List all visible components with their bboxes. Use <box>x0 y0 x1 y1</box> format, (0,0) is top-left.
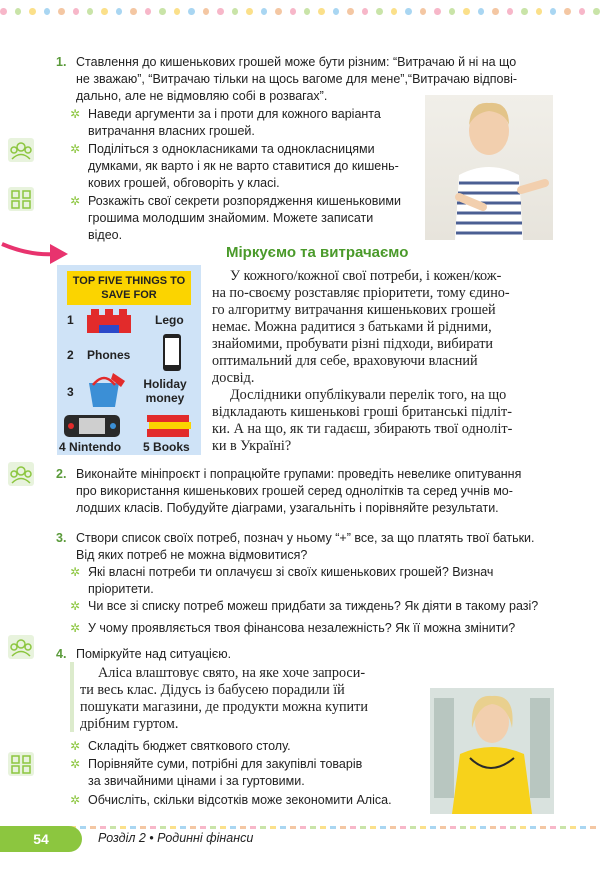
bullet-star-icon: ✲ <box>70 142 81 156</box>
text-line: відкладають кишенькові гроші британські підліт- <box>212 404 512 420</box>
border-dot <box>536 8 542 15</box>
bullet-star-icon: ✲ <box>70 194 81 208</box>
footer-dash <box>430 826 436 829</box>
situation-quote <box>80 665 422 733</box>
poster-title: TOP FIVE THINGS TO SAVE FOR <box>67 271 191 305</box>
group-icon-svg <box>8 635 34 659</box>
footer-dash <box>350 826 356 829</box>
share-icon-svg <box>8 187 34 211</box>
footer-dash <box>220 826 226 829</box>
border-dot <box>333 8 339 15</box>
section-heading: Міркуємо та витрачаємо <box>226 244 409 261</box>
footer-dash <box>250 826 256 829</box>
text-line: пріоритети. <box>88 582 154 596</box>
text-line: знайомими, пробувати різні підходи, вибирати <box>212 336 494 352</box>
poster-item-number: 5 <box>143 440 150 454</box>
border-dot <box>203 8 209 15</box>
text-line: витрачання власних грошей. <box>88 124 255 138</box>
footer-dash <box>520 826 526 829</box>
poster-item-label: Holiday money <box>143 377 187 405</box>
border-dot <box>521 8 527 15</box>
task-number: 1. <box>56 55 67 69</box>
task-text <box>76 466 556 517</box>
footer-dash <box>330 826 336 829</box>
top-five-poster <box>57 265 201 455</box>
text-line: Наведи аргументи за і проти для кожного варіанта <box>88 107 381 121</box>
books-icon <box>145 411 193 439</box>
poster-item-number: 2 <box>67 348 74 362</box>
border-dot <box>246 8 252 15</box>
text-line: ки в Україні? <box>212 438 292 454</box>
footer-dash <box>230 826 236 829</box>
text-line: дрібним гуртом. <box>80 716 179 732</box>
text-line: Від яких потреб не можна відмовитися? <box>76 548 308 562</box>
poster-item-number: 1 <box>67 313 74 327</box>
footer-dash <box>480 826 486 829</box>
text-line: Аліса влаштовує свято, на яке хоче запроси- <box>98 665 366 681</box>
border-dot <box>188 8 194 15</box>
border-dot <box>304 8 310 15</box>
border-dot <box>101 8 107 15</box>
border-dot <box>420 8 426 15</box>
footer-dash <box>260 826 266 829</box>
text-line: Які власні потреби ти оплачуєш зі своїх кишенькових грошей? Визнач <box>88 565 494 579</box>
text-line: про використання кишенькових грошей серед однолітків та серед учнів мо- <box>76 484 513 498</box>
text-line: немає. Можна радитися з батьками й рідними, <box>212 319 492 335</box>
bullet-star-icon: ✲ <box>70 757 81 771</box>
footer-dash <box>500 826 506 829</box>
border-dot <box>261 8 267 15</box>
top-dot-border <box>0 8 600 18</box>
footer-dash <box>190 826 196 829</box>
bullet-star-icon: ✲ <box>70 107 81 121</box>
footer-dash <box>370 826 376 829</box>
footer-dash <box>390 826 396 829</box>
footer-dash <box>90 826 96 829</box>
nintendo-icon <box>63 413 121 439</box>
border-dot <box>58 8 64 15</box>
task-text <box>76 530 556 564</box>
bullet-item <box>88 106 418 140</box>
poster-item-label: Phones <box>87 348 131 362</box>
text-line: Ставлення до кишенькових грошей може бути різним: “Витрачаю й ні на що <box>76 55 517 69</box>
bullet-star-icon: ✲ <box>70 739 81 753</box>
bullet-star-icon: ✲ <box>70 565 81 579</box>
share-icon <box>8 187 34 211</box>
border-dot <box>0 8 6 15</box>
footer-dash <box>450 826 456 829</box>
footer-dash <box>240 826 246 829</box>
footer-dash <box>340 826 346 829</box>
border-dot <box>44 8 50 15</box>
border-dot <box>347 8 353 15</box>
border-dot <box>478 8 484 15</box>
task-intro: Поміркуйте над ситуацією. <box>76 647 232 661</box>
text-line: Дослідники опублікували перелік того, на що <box>230 387 507 403</box>
quote-bar <box>70 662 74 732</box>
photo-girl-pointing <box>425 95 553 240</box>
border-dot <box>550 8 556 15</box>
border-dot <box>405 8 411 15</box>
photo-girl-yellow-jacket <box>430 688 554 814</box>
border-dot <box>376 8 382 15</box>
poster-item-label: Books <box>153 440 190 454</box>
border-dot <box>579 8 585 15</box>
page-number: 54 <box>0 826 82 852</box>
border-dot <box>174 8 180 15</box>
border-dot <box>217 8 223 15</box>
group-icon-svg <box>8 462 34 486</box>
share-icon-svg <box>8 752 34 776</box>
text-line: Виконайте мініпроєкт і попрацюйте групами: проведіть невелике опитування <box>76 467 522 481</box>
bullet-item: У чому проявляється твоя фінансова незалежність? Як її можна змінити? <box>88 621 516 635</box>
footer-dash <box>490 826 496 829</box>
text-line: оптимальний для себе, враховуючи власний <box>212 353 478 369</box>
footer-dash <box>100 826 106 829</box>
border-dot <box>290 8 296 15</box>
text-line: відео. <box>88 228 123 242</box>
bullet-item: Складіть бюджет святкового столу. <box>88 739 291 753</box>
footer-dash <box>270 826 276 829</box>
border-dot <box>116 8 122 15</box>
text-line: ки. А на що, як ти гадаєш, збирають твої однoліт- <box>212 421 513 437</box>
bullet-item <box>88 193 418 244</box>
border-dot <box>73 8 79 15</box>
footer-dash <box>130 826 136 829</box>
border-dot <box>449 8 455 15</box>
footer-dash <box>460 826 466 829</box>
bullet-item <box>88 141 418 192</box>
text-line: У кожного/кожної свої потреби, і кожен/кож- <box>230 268 502 284</box>
chapter-title: Розділ 2 • Родинні фінанси <box>98 831 254 845</box>
footer-dash <box>160 826 166 829</box>
text-line: пошукати магазини, де продукти можна купити <box>80 699 368 715</box>
poster-item-label: Lego <box>155 313 184 327</box>
bullet-item <box>88 564 556 598</box>
text-line: грошима молодшим знайомим. Можете записати <box>88 211 374 225</box>
border-dot <box>29 8 35 15</box>
footer-dash <box>360 826 366 829</box>
bullet-star-icon: ✲ <box>70 621 81 635</box>
footer-dash <box>80 826 86 829</box>
bullet-item: Обчисліть, скільки відсотків може зекономити Аліса. <box>88 793 392 807</box>
footer-dash <box>110 826 116 829</box>
text-line: думками, як варто і як не варто ставитися до кишень- <box>88 159 399 173</box>
bullet-star-icon: ✲ <box>70 793 81 807</box>
footer-dash <box>380 826 386 829</box>
border-dot <box>434 8 440 15</box>
text-line: Розкажіть свої секрети розпорядження кишеньковими <box>88 194 401 208</box>
poster-item-number: 4 <box>59 440 66 454</box>
footer-dash <box>140 826 146 829</box>
footer-dash <box>300 826 306 829</box>
footer-dash <box>120 826 126 829</box>
girl-yellow-illustration <box>430 688 554 814</box>
footer-dash <box>400 826 406 829</box>
text-line: ти весь клас. Дідусь із бабусею порадили їй <box>80 682 345 698</box>
footer-dash <box>290 826 296 829</box>
border-dot <box>130 8 136 15</box>
girl-illustration <box>425 95 553 240</box>
border-dot <box>159 8 165 15</box>
bullet-item <box>88 756 428 790</box>
share-icon <box>8 752 34 776</box>
footer-dash <box>510 826 516 829</box>
group-icon <box>8 138 34 162</box>
body-paragraph <box>212 268 550 455</box>
lego-icon <box>85 305 133 335</box>
footer-dash <box>550 826 556 829</box>
text-line: лодших класів. Побудуйте діаграми, узагальніть і порівняйте результати. <box>76 501 499 515</box>
bucket-icon <box>83 369 127 409</box>
border-dot <box>593 8 599 15</box>
footer-dash <box>280 826 286 829</box>
group-icon <box>8 462 34 486</box>
footer-dash <box>530 826 536 829</box>
text-line: не зважаю”, “Витрачаю тільки на щось вагоме для мене”,“Витрачаю відпові- <box>76 72 518 86</box>
footer-dash <box>560 826 566 829</box>
footer-dash <box>150 826 156 829</box>
text-line: дально, але не відмовляю собі в розвагах”. <box>76 89 328 103</box>
bullet-star-icon: ✲ <box>70 599 81 613</box>
text-line: Порівняйте суми, потрібні для закупівлі товарів <box>88 757 363 771</box>
footer-dashed-line <box>0 826 600 830</box>
footer-dash <box>440 826 446 829</box>
text-line: кових грошей, обговоріть у класі. <box>88 176 280 190</box>
footer-dash <box>210 826 216 829</box>
border-dot <box>391 8 397 15</box>
border-dot <box>145 8 151 15</box>
footer-dash <box>420 826 426 829</box>
text-line: на по-своєму розставляє пріоритети, тому єдино- <box>212 285 510 301</box>
footer-dash <box>470 826 476 829</box>
task-number: 4. <box>56 647 67 661</box>
phone-icon <box>161 333 183 373</box>
poster-item-number: 3 <box>67 385 74 399</box>
text-line: Поділіться з однокласниками та однокласницями <box>88 142 375 156</box>
task-number: 2. <box>56 467 67 481</box>
footer-dash <box>320 826 326 829</box>
footer-dash <box>570 826 576 829</box>
border-dot <box>15 8 21 15</box>
text-line: Створи список своїх потреб, познач у ньому “+” все, за що платять твої батьки. <box>76 531 535 545</box>
poster-item-entry <box>143 440 190 454</box>
border-dot <box>507 8 513 15</box>
border-dot <box>564 8 570 15</box>
footer-dash <box>590 826 596 829</box>
footer-dash <box>310 826 316 829</box>
footer-dash <box>540 826 546 829</box>
footer-dash <box>410 826 416 829</box>
footer-dash <box>580 826 586 829</box>
poster-item-label: Nintendo <box>69 440 122 454</box>
footer-dash <box>170 826 176 829</box>
border-dot <box>232 8 238 15</box>
border-dot <box>87 8 93 15</box>
text-line: за звичайними цінами і за гуртовими. <box>88 774 305 788</box>
footer-dash <box>200 826 206 829</box>
border-dot <box>275 8 281 15</box>
bullet-item: Чи все зі списку потреб можеш придбати за тиждень? Як діяти в такому разі? <box>88 599 539 613</box>
border-dot <box>492 8 498 15</box>
border-dot <box>318 8 324 15</box>
group-icon <box>8 635 34 659</box>
text-line: досвід. <box>212 370 255 386</box>
poster-item-entry <box>59 440 121 454</box>
group-icon-svg <box>8 138 34 162</box>
text-line: го алгоритму витрачання кишенькових грошей <box>212 302 496 318</box>
task-number: 3. <box>56 531 67 545</box>
footer-dash <box>180 826 186 829</box>
border-dot <box>362 8 368 15</box>
border-dot <box>463 8 469 15</box>
